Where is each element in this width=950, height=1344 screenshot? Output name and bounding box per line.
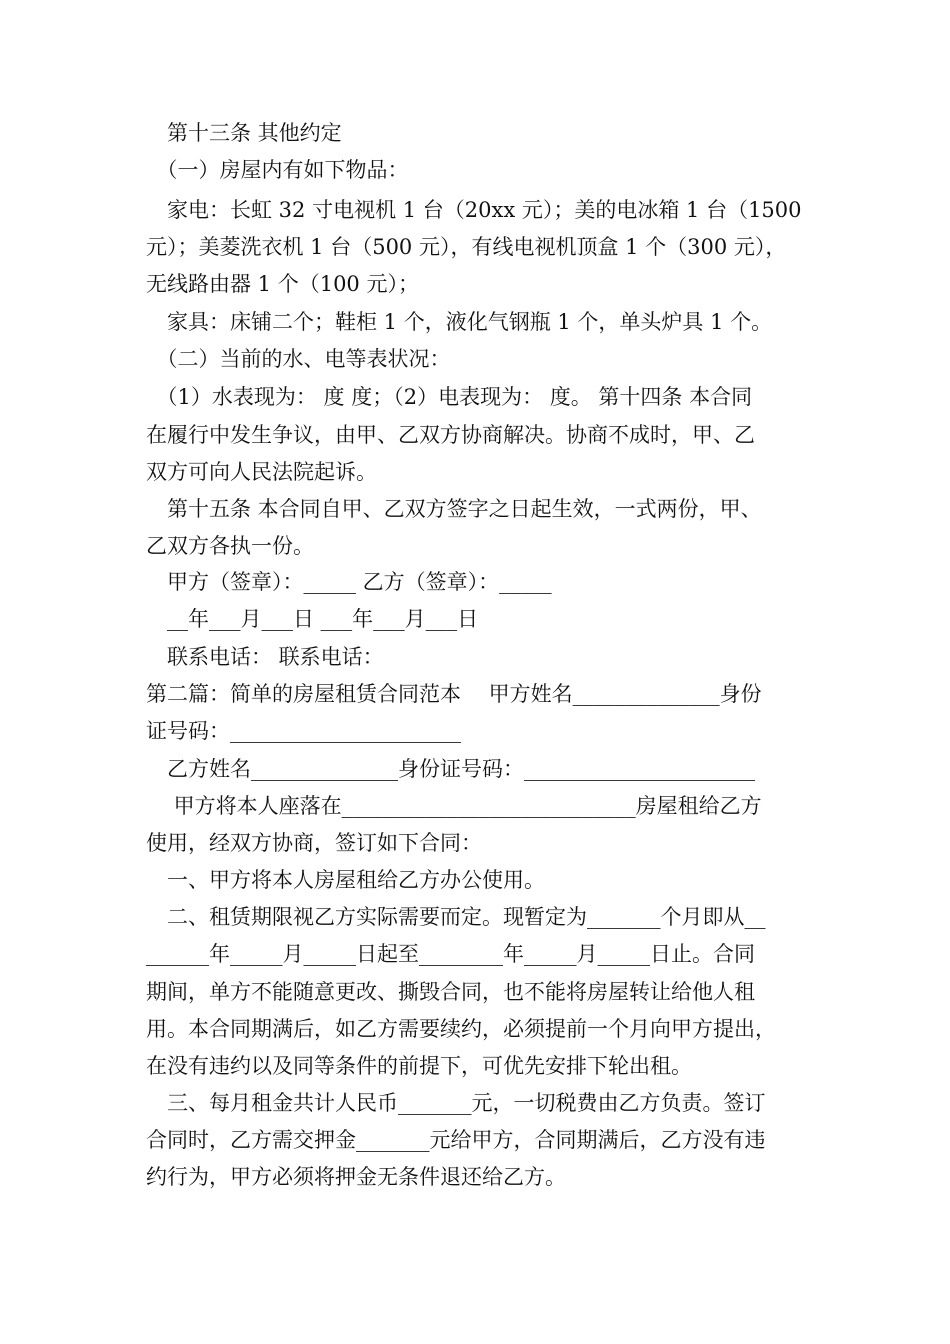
signature-line: 甲方（签章）：_____ 乙方（签章）：_____ (146, 570, 552, 594)
text-line: 合同时，乙方需交押金_______元给甲方，合同期满后，乙方没有违 (146, 1128, 766, 1152)
text-line: 乙双方各执一份。 (146, 534, 314, 558)
text-line: 证号码：______________________ (146, 719, 461, 743)
text-line: 约行为，甲方必须将押金无条件退还给乙方。 (146, 1165, 566, 1189)
text-line: 期间，单方不能随意更改、撕毁合同，也不能将房屋转让给他人租 (146, 980, 755, 1004)
text-line: 第十五条 本合同自甲、乙双方签字之日起生效，一式两份，甲、 (146, 497, 762, 521)
text-line: （1）水表现为： 度 度；（2）电表现为： 度。 第十四条 本合同 (146, 385, 753, 409)
text-line: 乙方姓名______________身份证号码：______________________ (146, 757, 755, 781)
text-line: 在没有违约以及同等条件的前提下，可优先安排下轮出租。 (146, 1054, 692, 1078)
date-line: __年___月___日 ___年___月___日 (146, 607, 479, 631)
text-line: 家电：长虹 32 寸电视机 1 台（20xx 元）；美的电冰箱 1 台（1500 (146, 198, 802, 222)
text-line: 第十三条 其他约定 (146, 121, 342, 145)
text-line: 使用，经双方协商，签订如下合同： (146, 831, 482, 855)
text-line: （一）房屋内有如下物品： (146, 158, 409, 182)
text-line: （二）当前的水、电等表状况： (146, 347, 451, 371)
text-line: ______年_____月_____日起至________年_____月_____日止。合同 (146, 942, 755, 966)
phone-line: 联系电话： 联系电话： (146, 645, 384, 669)
text-line: 二、租赁期限视乙方实际需要而定。现暂定为_______个月即从__ (146, 905, 766, 929)
text-line: 在履行中发生争议，由甲、乙双方协商解决。协商不成时，甲、乙 (146, 423, 755, 447)
text-line: 一、甲方将本人房屋租给乙方办公使用。 (146, 868, 545, 892)
text-line: 甲方将本人座落在____________________________房屋租给乙方 (146, 794, 762, 818)
text-line: 用。本合同期满后，如乙方需要续约，必须提前一个月向甲方提出， (146, 1017, 776, 1041)
text-line: 三、每月租金共计人民币_______元，一切税费由乙方负责。签订 (146, 1091, 766, 1115)
text-line: 无线路由器 1 个（100 元）； (146, 272, 419, 296)
text-line: 元）；美菱洗衣机 1 台（500 元），有线电视机顶盒 1 个（300 元）， (146, 235, 787, 259)
text-line: 家具：床铺二个；鞋柜 1 个，液化气钢瓶 1 个，单头炉具 1 个。 (146, 310, 773, 334)
section-heading: 第二篇：简单的房屋租赁合同范本 甲方姓名______________身份 (146, 682, 762, 706)
text-line: 双方可向人民法院起诉。 (146, 460, 377, 484)
